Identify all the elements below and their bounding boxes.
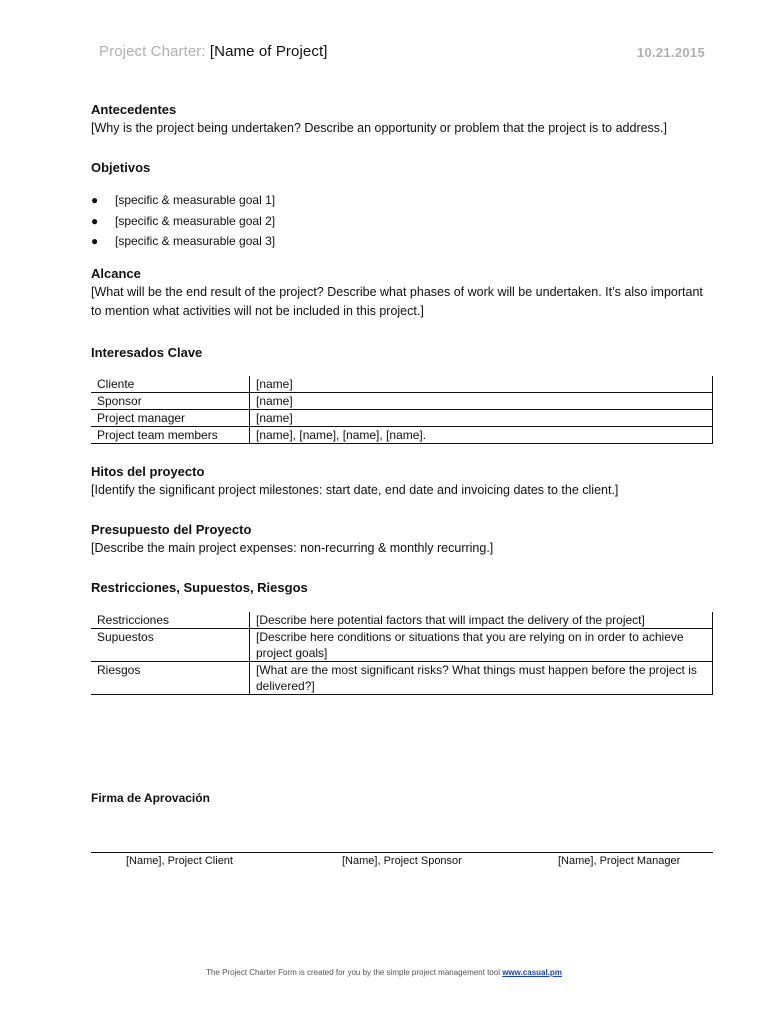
table-row [91, 427, 713, 444]
presupuesto-heading: Presupuesto del Proyecto [91, 522, 252, 537]
alcance-text: [What will be the end result of the project? Describe what phases of work will be undertaken. It’s also important to mention what activities will not be included in this project.] [91, 285, 703, 318]
constraints-table [91, 612, 713, 695]
stakeholder-role: Project team members [91, 427, 250, 444]
section-restricciones [91, 579, 713, 695]
table-row [91, 612, 713, 629]
table-row [91, 662, 713, 695]
interesados-heading: Interesados Clave [91, 345, 203, 360]
list-item [91, 231, 713, 252]
project-name: [Name of Project] [209, 43, 328, 60]
goal-text: [specific & measurable goal 3] [115, 234, 276, 248]
section-antecedentes [91, 101, 713, 138]
presupuesto-text: [Describe the main project expenses: non-recurring & monthly recurring.] [91, 541, 494, 555]
signature-client: [Name], Project Client [126, 855, 233, 867]
footer [0, 968, 768, 977]
title-prefix: Project Charter: [99, 43, 210, 60]
section-interesados [91, 344, 713, 444]
bullet-icon: ● [91, 234, 99, 248]
constraint-label: Riesgos [91, 662, 250, 695]
list-item [91, 211, 713, 232]
table-row [91, 376, 713, 393]
section-presupuesto [91, 521, 713, 558]
antecedentes-text: [Why is the project being undertaken? Describe an opportunity or problem that the project is to address.] [91, 121, 668, 135]
stakeholder-role: Project manager [91, 410, 250, 427]
stakeholder-role: Cliente [91, 376, 250, 393]
section-hitos [91, 463, 713, 500]
signature-sponsor: [Name], Project Sponsor [342, 855, 462, 867]
goal-text: [specific & measurable goal 2] [115, 213, 276, 228]
list-item [91, 190, 713, 211]
table-row [91, 393, 713, 410]
section-alcance [91, 265, 713, 321]
stakeholder-role: Sponsor [91, 393, 250, 410]
signature-line [91, 852, 713, 853]
footer-text: The Project Charter Form is created for you by the simple project management tool [206, 968, 503, 977]
bullet-icon: ● [91, 213, 99, 228]
objetivos-heading: Objetivos [91, 160, 151, 175]
stakeholder-name: [name] [250, 376, 713, 393]
stakeholder-name: [name] [250, 393, 713, 410]
constraint-description: [Describe here conditions or situations that you are relying on in order to achieve project goals] [250, 629, 713, 662]
page-title [99, 43, 327, 60]
document-date: 10.21.2015 [636, 45, 705, 60]
bullet-icon: ● [91, 193, 99, 207]
constraint-label: Supuestos [91, 629, 250, 662]
alcance-heading: Alcance [91, 266, 141, 281]
firma-heading: Firma de Aprovación [91, 791, 210, 805]
hitos-text: [Identify the significant project milestones: start date, end date and invoicing dates to the client.] [91, 483, 619, 497]
hitos-heading: Hitos del proyecto [91, 464, 205, 479]
restricciones-heading: Restricciones, Supuestos, Riesgos [91, 580, 308, 595]
table-row [91, 629, 713, 662]
signature-manager: [Name], Project Manager [558, 855, 681, 867]
constraint-description: [What are the most significant risks? What things must happen before the project is delivered?] [250, 662, 713, 695]
objetivos-list [91, 190, 713, 252]
section-firma [91, 789, 713, 807]
table-row [91, 410, 713, 427]
stakeholders-table [91, 376, 713, 444]
stakeholder-name: [name] [250, 410, 713, 427]
antecedentes-heading: Antecedentes [91, 102, 177, 117]
constraint-description: [Describe here potential factors that will impact the delivery of the project] [250, 612, 713, 629]
section-objetivos [91, 159, 713, 252]
goal-text: [specific & measurable goal 1] [115, 193, 276, 207]
footer-link[interactable]: www.casual.pm [502, 968, 562, 977]
stakeholder-name: [name], [name], [name], [name]. [250, 427, 713, 444]
constraint-label: Restricciones [91, 612, 250, 629]
